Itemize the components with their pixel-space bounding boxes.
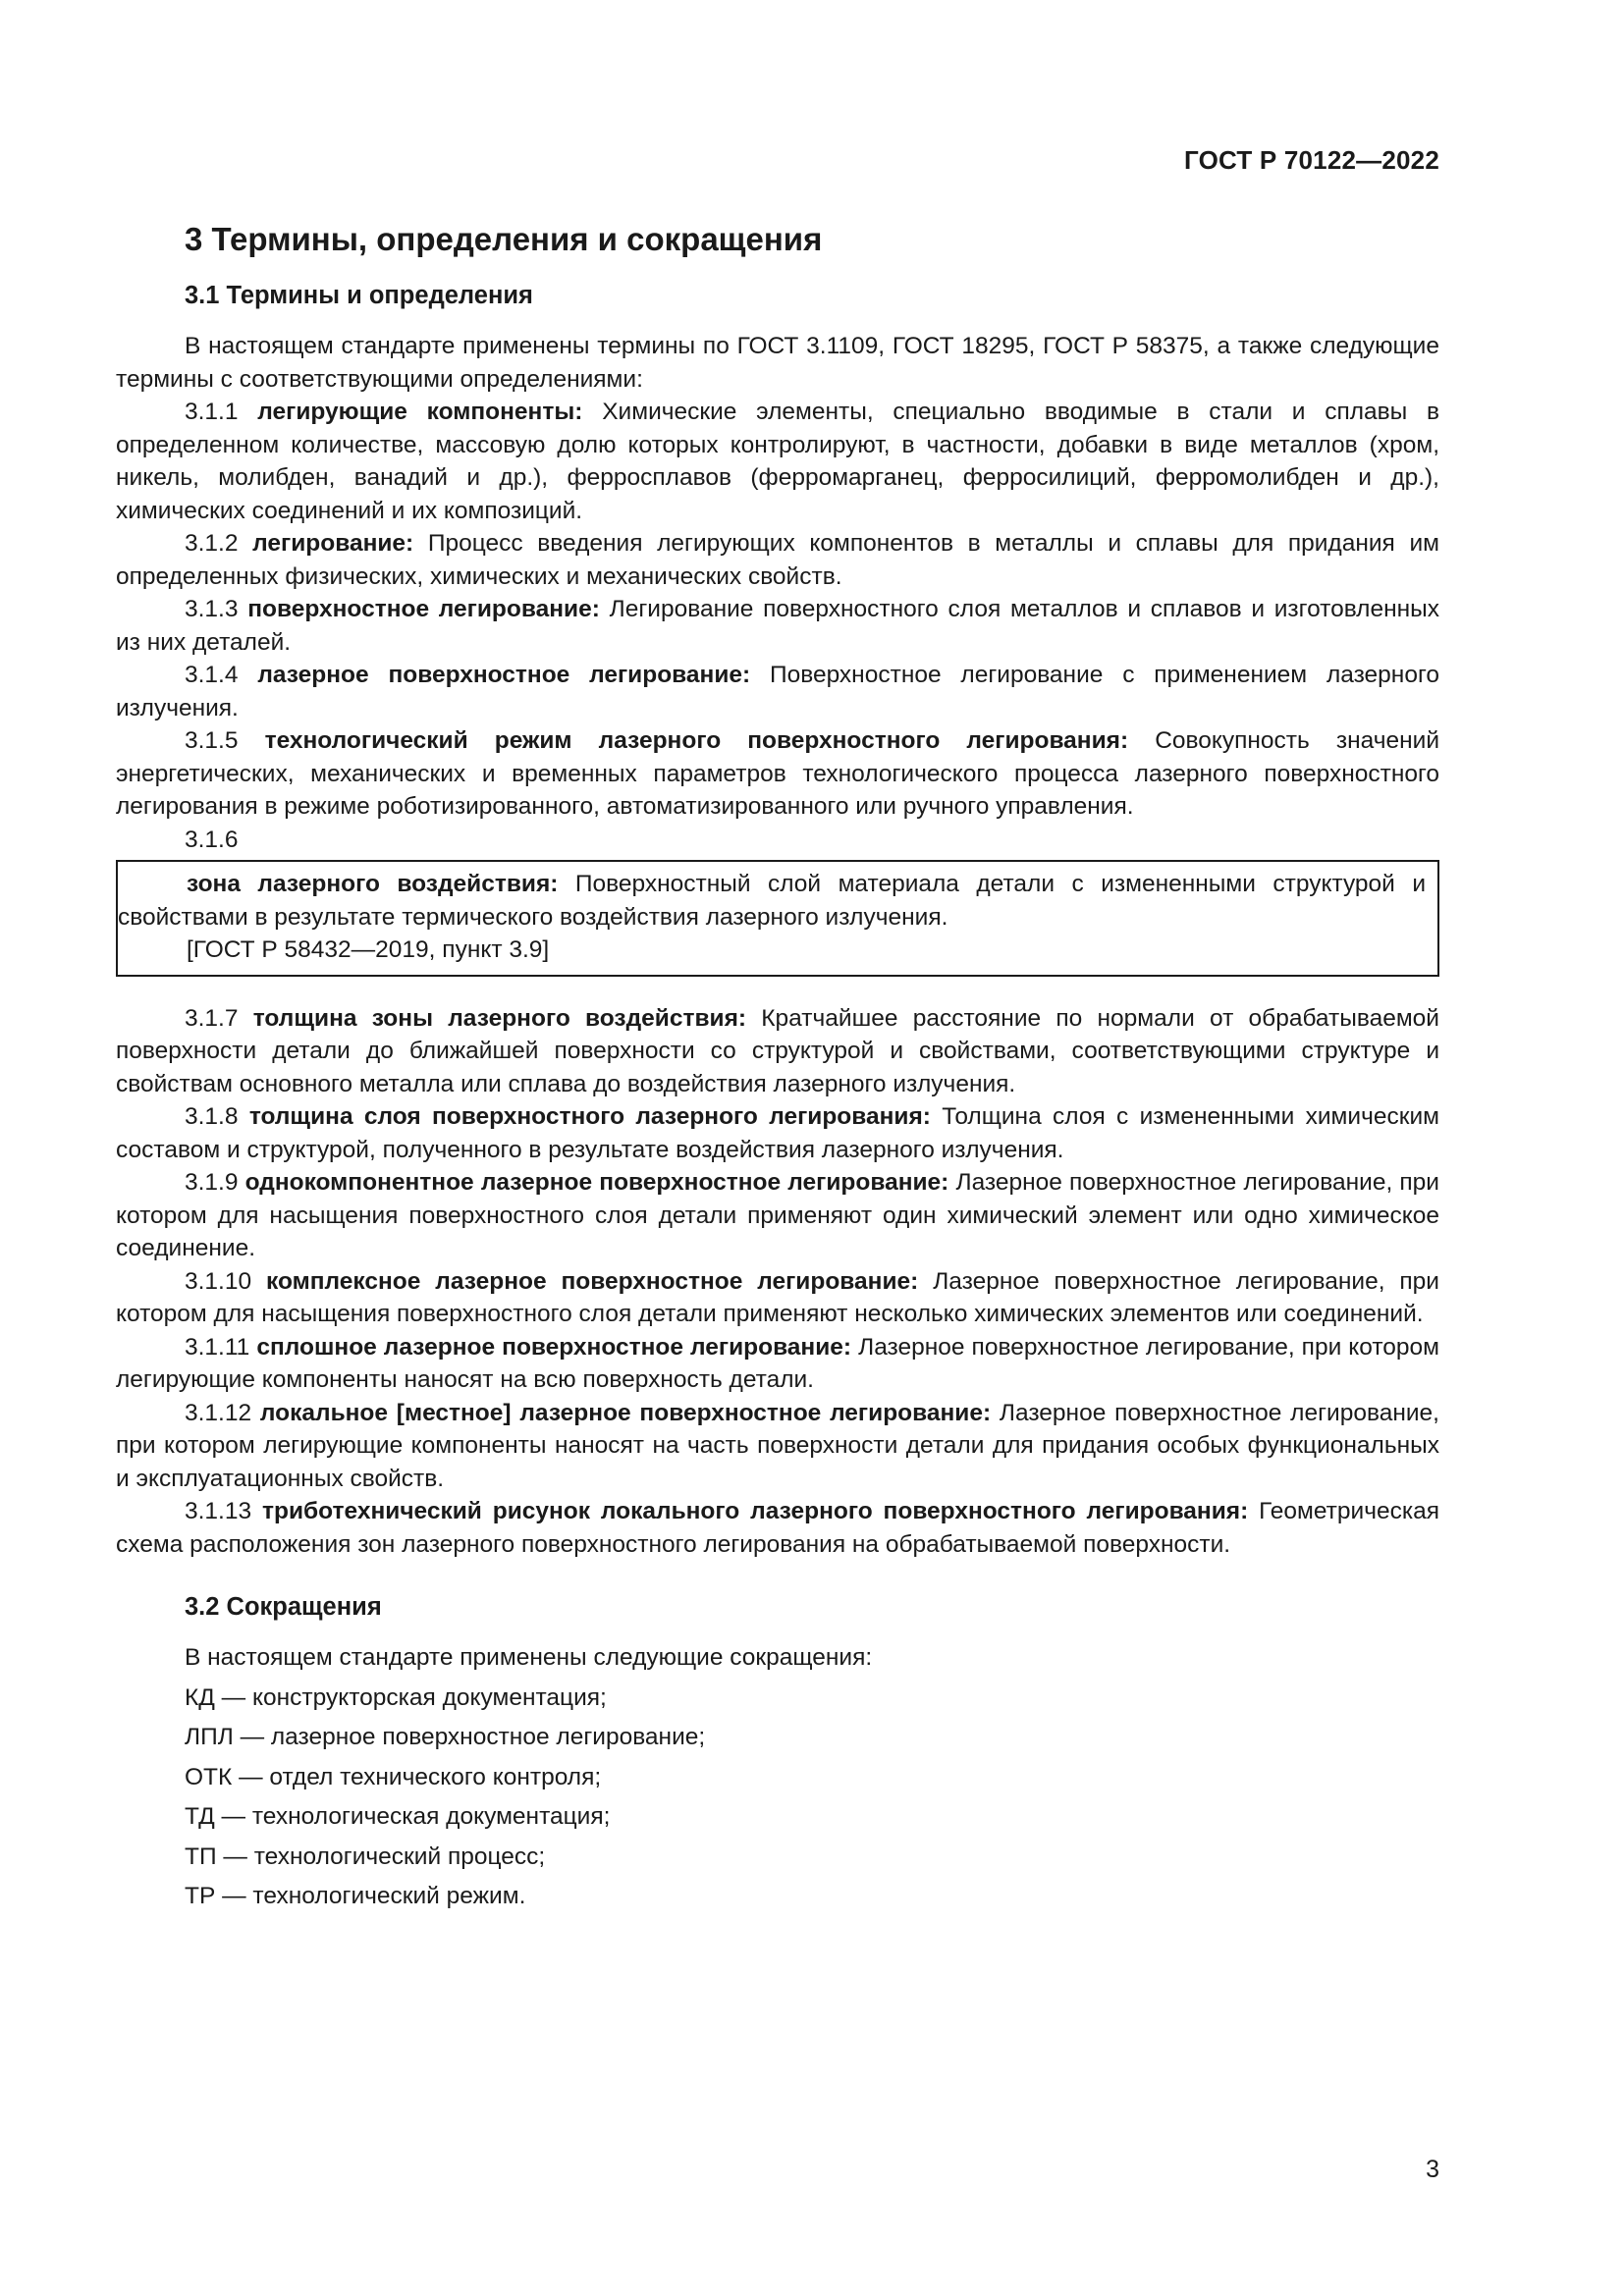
term-entry <box>116 593 1439 659</box>
page-number: 3 <box>1426 2156 1439 2183</box>
term-name: локальное [местное] лазерное поверхностное легирование: <box>259 1399 992 1426</box>
abbreviation-item: КД — конструкторская документация; <box>185 1683 607 1711</box>
term-name: комплексное лазерное поверхностное легирование: <box>266 1267 919 1295</box>
term-name: триботехнический рисунок локального лазерного поверхностного легирования: <box>262 1498 1249 1524</box>
term-number: 3.1.4 <box>185 662 239 688</box>
term-name: сплошное лазерное поверхностное легирование: <box>256 1333 852 1361</box>
framed-term-box <box>116 860 1439 977</box>
term-definition: Поверхностный слой материала детали с измененными структурой и свойствами в результате термического воздействия лазерного излучения. <box>118 871 1427 931</box>
term-definition: Процесс введения легирующих компонентов в металлы и сплавы для придания им определенных физических, химических и механических свойств. <box>116 530 1439 590</box>
term-number: 3.1.12 <box>185 1399 252 1426</box>
term-number: 3.1.3 <box>185 596 239 622</box>
term-definition: Кратчайшее расстояние по нормали от обрабатываемой поверхности детали до ближайшей поверхности со структурой и свойствами, соответствующими структуре и свойствам основного металла или сплава до воздействия лазерного излучения. <box>116 1004 1439 1097</box>
term-name: зона лазерного воздействия: <box>187 871 559 897</box>
term-name: толщина зоны лазерного воздействия: <box>252 1004 747 1032</box>
term-entry <box>116 659 1439 724</box>
terms-intro: В настоящем стандарте применены термины по ГОСТ 3.1109, ГОСТ 18295, ГОСТ Р 58375, а также следующие термины с соответствующими определениями: <box>116 333 1439 393</box>
term-number: 3.1.9 <box>185 1169 239 1196</box>
abbreviation-item: ТР — технологический режим. <box>185 1883 526 1909</box>
term-name: технологический режим лазерного поверхностного легирования: <box>264 727 1129 754</box>
term-definition: Геометрическая схема расположения зон лазерного поверхностного легирования на обрабатываемой поверхности. <box>116 1498 1439 1558</box>
term-name: легирующие компоненты: <box>257 399 583 425</box>
term-definition: Лазерное поверхностное легирование, при котором легирующие компоненты наносят на часть поверхности детали для придания особых функциональных и эксплуатационных свойств. <box>116 1399 1439 1492</box>
framed-term-number: 3.1.6 <box>185 826 239 853</box>
term-entry <box>116 1265 1439 1331</box>
term-name: легирование: <box>252 530 414 557</box>
term-definition: Толщина слоя с измененными химическим составом и структурой, полученного в результате воздействия лазерного излучения. <box>116 1103 1439 1163</box>
term-number: 3.1.2 <box>185 530 239 557</box>
framed-term-entry <box>118 868 1426 934</box>
abbreviations-list <box>116 1682 1439 1913</box>
abbreviations-intro: В настоящем стандарте применены следующие сокращения: <box>185 1644 873 1671</box>
term-name: поверхностное легирование: <box>247 596 600 622</box>
abbreviation-item: ОТК — отдел технического контроля; <box>185 1763 602 1790</box>
framed-term-reference: [ГОСТ Р 58432—2019, пункт 3.9] <box>187 936 550 963</box>
term-entry <box>116 1331 1439 1397</box>
term-entry <box>116 1166 1439 1265</box>
term-number: 3.1.1 <box>185 399 239 425</box>
section-title: 3 Термины, определения и сокращения <box>185 221 823 257</box>
term-name: толщина слоя поверхностного лазерного легирования: <box>248 1103 931 1130</box>
term-definition: Лазерное поверхностное легирование, при котором легирующие компоненты наносят на всю поверхность детали. <box>116 1333 1440 1393</box>
term-entry <box>116 1100 1439 1166</box>
term-entry <box>116 396 1439 527</box>
term-definition: Химические элементы, специально вводимые в стали и сплавы в определенном количестве, массовую долю которых контролируют, в частности, добавки в виде металлов (хром, никель, молибден, ванадий и др.), ферросплавов (ферромарганец, ферросилиций, ферромолибден и др.), химических соединений и их композиций. <box>116 399 1440 524</box>
abbreviation-item: ЛПЛ — лазерное поверхностное легирование; <box>185 1724 706 1750</box>
term-definition: Поверхностное легирование с применением лазерного излучения. <box>116 662 1439 721</box>
page-content <box>116 218 1439 1920</box>
abbreviations-subsection-title: 3.2 Сокращения <box>185 1593 382 1621</box>
term-definition: Легирование поверхностного слоя металлов и сплавов и изготовленных из них деталей. <box>116 596 1440 656</box>
term-definition: Лазерное поверхностное легирование, при котором для насыщения поверхностного слоя детали применяют несколько химических элементов или соединений. <box>116 1267 1439 1327</box>
term-entry <box>116 1002 1439 1101</box>
term-number: 3.1.8 <box>185 1103 239 1130</box>
term-number: 3.1.11 <box>185 1333 250 1361</box>
term-number: 3.1.10 <box>185 1267 252 1295</box>
section-spacer <box>116 1561 1439 1590</box>
term-name: однокомпонентное лазерное поверхностное легирование: <box>244 1169 949 1196</box>
term-entry <box>116 1397 1439 1496</box>
term-number: 3.1.13 <box>185 1498 252 1524</box>
term-entry <box>116 527 1439 593</box>
term-entry <box>116 724 1439 824</box>
terms-subsection-title: 3.1 Термины и определения <box>185 282 533 309</box>
term-entry <box>116 1495 1439 1561</box>
term-definition: Лазерное поверхностное легирование, при котором для насыщения поверхностного слоя детали применяют один химический элемент или одно химическое соединение. <box>116 1169 1439 1261</box>
document-header-id: ГОСТ Р 70122—2022 <box>1184 145 1439 175</box>
abbreviation-item: ТП — технологический процесс; <box>185 1842 546 1870</box>
term-definition: Совокупность значений энергетических, механических и временных параметров технологического процесса лазерного поверхностного легирования в режиме роботизированного, автоматизированного или ручного управления. <box>116 727 1440 820</box>
abbreviation-item: ТД — технологическая документация; <box>185 1803 611 1830</box>
term-number: 3.1.7 <box>185 1004 239 1032</box>
term-number: 3.1.5 <box>185 727 239 754</box>
term-name: лазерное поверхностное легирование: <box>257 662 751 688</box>
